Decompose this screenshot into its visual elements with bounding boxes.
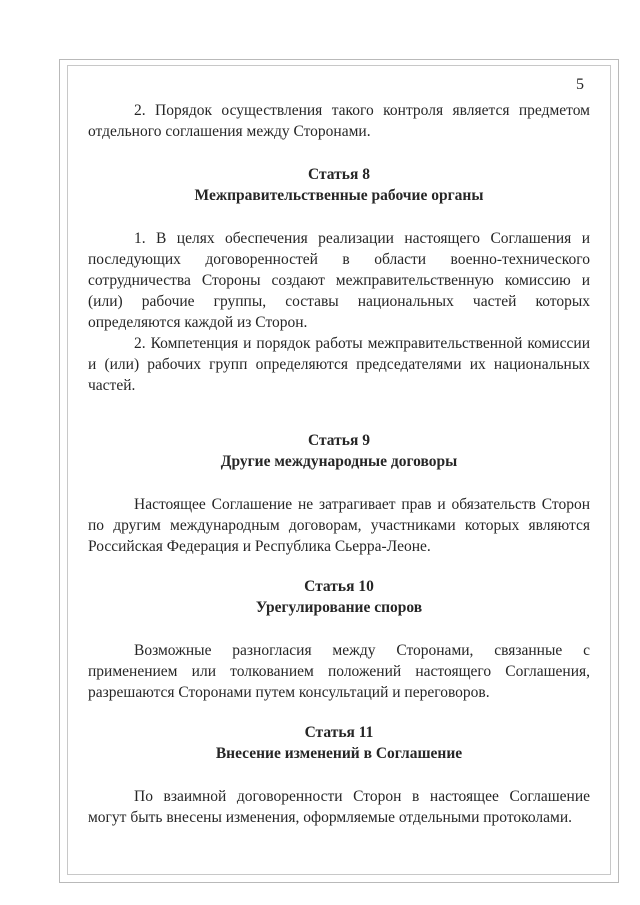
article-8-paragraph-2: 2. Компетенция и порядок работы межправительственной комиссии и (или) рабочих групп определяются председателями их национальных частей. xyxy=(88,335,590,394)
article-9-heading xyxy=(88,430,590,472)
article-11-paragraph-1: По взаимной договоренности Сторон в настоящее Соглашение могут быть внесены изменения, оформляемые отдельными протоколами. xyxy=(88,788,590,826)
article-9-title: Другие международные договоры xyxy=(220,453,458,470)
article-11-title: Внесение изменений в Соглашение xyxy=(215,745,463,762)
article-11-heading xyxy=(88,722,590,764)
article-10-title: Урегулирование споров xyxy=(255,599,423,616)
article-10-number: Статья 10 xyxy=(304,578,374,595)
article-8-paragraph-1: 1. В целях обеспечения реализации настоящего Соглашения и последующих договоренностей в области военно-технического сотрудничества Стороны создают межправительственную комиссию и (или) рабочие группы, составы национальных частей которых определяются каждой из Сторон. xyxy=(88,230,590,331)
article-11-number: Статья 11 xyxy=(304,724,374,741)
article-9-number: Статья 9 xyxy=(308,432,370,449)
paragraph-intro: 2. Порядок осуществления такого контроля является предметом отдельного соглашения между Сторонами. xyxy=(88,102,590,140)
article-10-paragraph-1: Возможные разногласия между Сторонами, связанные с применением или толкованием положений настоящего Соглашения, разрешаются Сторонами путем консультаций и переговоров. xyxy=(88,642,590,701)
document-body xyxy=(88,100,590,828)
article-8-number: Статья 8 xyxy=(308,166,370,183)
page-number: 5 xyxy=(576,76,584,93)
article-10-heading xyxy=(88,576,590,618)
article-8-heading xyxy=(88,164,590,206)
article-8-title: Межправительственные рабочие органы xyxy=(194,187,484,204)
article-9-paragraph-1: Настоящее Соглашение не затрагивает прав и обязательств Сторон по другим международным договорам, участниками которых являются Российская Федерация и Республика Сьерра-Леоне. xyxy=(88,496,590,555)
